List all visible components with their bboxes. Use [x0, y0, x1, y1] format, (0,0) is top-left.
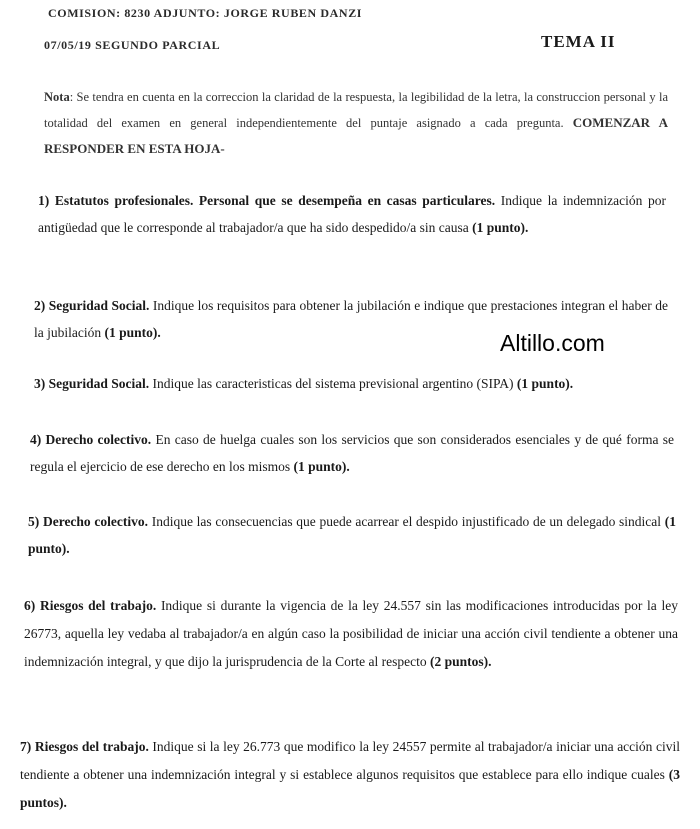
question-7-body: Indique si la ley 26.773 que modifico la ley 24557 permite al trabajador/a iniciar una acción civil tendiente a obtener una indemnización integral y si establece algunos requisitos que establece para ello indique cuales [20, 739, 680, 782]
question-7-points: (3 puntos). [20, 767, 680, 810]
question-6 [24, 592, 678, 676]
question-1-body: Indique la indemnización por antigüedad que le corresponde al trabajador/a que ha sido despedido/a sin causa [38, 193, 666, 235]
question-6-points: (2 puntos). [429, 654, 492, 669]
question-1 [38, 187, 666, 241]
question-2-title: 2) Seguridad Social. [34, 298, 150, 313]
question-4-body: En caso de huelga cuales son los servicios que son considerados esenciales y de qué forma se regula el ejercicio de ese derecho en los mismos [30, 432, 674, 474]
question-3-points: (1 punto). [516, 376, 574, 391]
nota-emphasis: COMENZAR A RESPONDER EN ESTA HOJA- [44, 115, 668, 156]
nota-label: Nota [44, 90, 70, 104]
watermark-altillo: Altillo.com [500, 330, 605, 356]
question-2-points: (1 punto). [104, 325, 161, 340]
question-1-points: (1 punto). [472, 220, 529, 235]
nota-text: : Se tendra en cuenta en la correccion la claridad de la respuesta, la legibilidad de la letra, la construccion personal y la totalidad del examen en general independientemente del puntaje asignado a cada pregunta. [44, 90, 668, 130]
tema-label: TEMA II [541, 32, 616, 51]
question-5-title: 5) Derecho colectivo. [28, 514, 148, 529]
question-7-title: 7) Riesgos del trabajo. [20, 739, 149, 754]
question-4-points: (1 punto). [293, 459, 350, 474]
question-6-body: Indique si durante la vigencia de la ley 24.557 sin las modificaciones introducidas por la ley 26773, aquella ley vedaba al trabajador/a en algún caso la posibilidad de iniciar una acción civil tendiente a obtener una indemnización integral, y que dijo la jurisprudencia de la Corte al respecto [24, 598, 678, 669]
question-6-title: 6) Riesgos del trabajo. [24, 598, 157, 613]
question-3 [34, 370, 674, 397]
header-date-exam: 07/05/19 SEGUNDO PARCIAL [44, 38, 221, 52]
question-1-title: 1) Estatutos profesionales. Personal que se desempeña en casas particulares. [38, 193, 496, 208]
question-3-title: 3) Seguridad Social. [34, 376, 150, 391]
question-4-title: 4) Derecho colectivo. [30, 432, 152, 447]
question-5 [28, 508, 676, 562]
header-commission: COMISION: 8230 ADJUNTO: JORGE RUBEN DANZI [48, 6, 363, 20]
question-5-body: Indique las consecuencias que puede acarrear el despido injustificado de un delegado sindical [148, 514, 665, 529]
question-7 [20, 733, 680, 817]
question-2-body: Indique los requisitos para obtener la jubilación e indique que prestaciones integran el haber de la jubilación [34, 298, 669, 340]
nota-paragraph [44, 84, 668, 162]
question-4 [30, 426, 674, 480]
question-3-body: Indique las caracteristicas del sistema previsional argentino (SIPA) [149, 376, 517, 391]
question-2 [34, 292, 668, 346]
question-5-points: (1 punto). [28, 514, 676, 556]
